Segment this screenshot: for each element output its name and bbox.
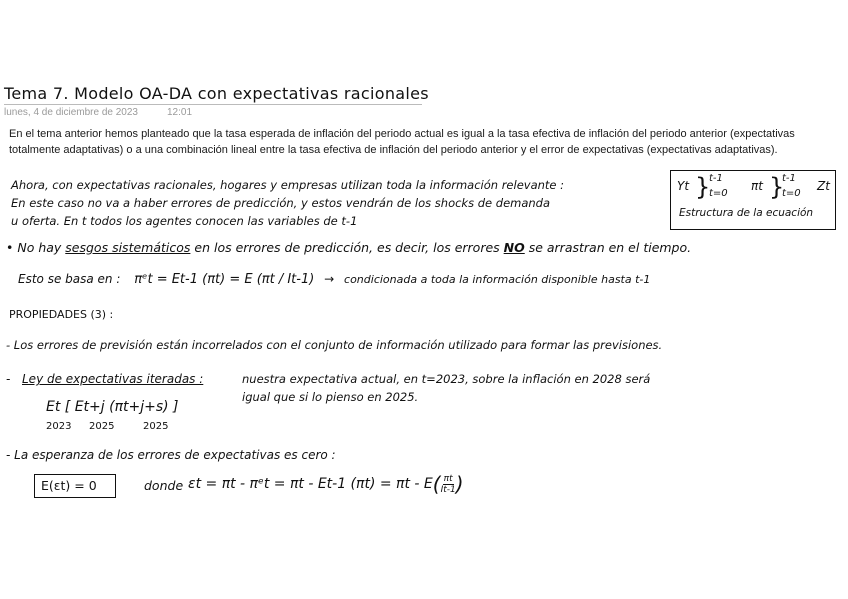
basa-text: condicionada a toda la información disponible hasta t-1	[344, 273, 651, 286]
final-donde: donde	[144, 478, 184, 493]
ahora-line-1: Ahora, con expectativas racionales, hogares y empresas utilizan toda la información relevante :	[11, 178, 565, 192]
structure-lower-2: t=0	[782, 188, 801, 199]
boxed-expectation-text: E(εt) = 0	[41, 478, 97, 493]
intro-line-2: totalmente adaptativas) o a una combinación lineal entre la tasa efectiva de inflación del periodo anterior y el error de expectativas (expectativas adaptativas).	[9, 144, 778, 156]
intro-line-1: En el tema anterior hemos planteado que la tasa esperada de inflación del periodo actual es igual a la tasa efectiva de inflación del periodo anterior (expectativas	[9, 128, 795, 140]
structure-upper-1: t-1	[709, 173, 723, 184]
property-2-text-1: nuestra expectativa actual, en t=2023, sobre la inflación en 2028 será	[242, 372, 651, 386]
bullet-sesgos-pre: • No hay	[6, 240, 66, 255]
property-2-year-3: 2025	[143, 421, 169, 432]
bullet-sesgos-no: NO	[503, 240, 525, 255]
note-time: 12:01	[167, 107, 193, 118]
boxed-expectation	[34, 474, 116, 498]
property-2-dash: -	[6, 372, 11, 386]
basa-formula: πᵉt = Et-1 (πt) = E (πt / It-1)	[134, 272, 315, 287]
ahora-line-2: En este caso no va a haber errores de predicción, y estos vendrán de los shocks de demanda	[11, 196, 551, 210]
final-fraction-den: It-1	[440, 484, 456, 495]
bullet-sesgos-underlined: sesgos sistemáticos	[65, 240, 191, 255]
final-formula-text: εt = πt - πᵉt = πt - Et-1 (πt) = πt - E	[188, 476, 433, 492]
structure-brace-2: }	[769, 173, 785, 201]
title-underline	[4, 104, 422, 105]
property-2-formula: Et [ Et+j (πt+j+s) ]	[46, 399, 179, 415]
basa-line	[18, 272, 650, 287]
bullet-sesgos-mid: en los errores de predicción, es decir, los errores	[190, 240, 504, 255]
structure-upper-2: t-1	[782, 173, 796, 184]
structure-box	[670, 170, 836, 230]
property-2-text-2: igual que si lo pienso en 2025.	[242, 390, 419, 404]
final-formula	[188, 472, 464, 496]
propiedades-heading: PROPIEDADES (3) :	[9, 308, 114, 321]
basa-arrow: →	[324, 272, 335, 286]
property-2-year-2: 2025	[89, 421, 115, 432]
property-1: - Los errores de previsión están incorrelados con el conjunto de información utilizado para formar las previsiones.	[6, 338, 663, 352]
final-fraction-num: πt	[443, 473, 453, 484]
ahora-line-3: u oferta. En t todos los agentes conocen las variables de t-1	[11, 214, 358, 228]
structure-pi: πt	[751, 179, 763, 193]
structure-brace-1: }	[695, 173, 711, 201]
final-close-paren: )	[455, 472, 464, 496]
note-date: lunes, 4 de diciembre de 2023	[4, 107, 138, 118]
page-title: Tema 7. Modelo OA-DA con expectativas racionales	[4, 84, 429, 103]
structure-y: Yt	[677, 179, 690, 193]
structure-lower-1: t=0	[709, 188, 728, 199]
basa-label: Esto se basa en :	[18, 272, 121, 286]
structure-caption: Estructura de la ecuación	[679, 207, 814, 219]
final-fraction	[441, 474, 456, 495]
final-open-paren: (	[432, 472, 441, 496]
bullet-sesgos	[6, 240, 691, 255]
property-2-year-1: 2023	[46, 421, 72, 432]
property-2-label: Ley de expectativas iteradas :	[22, 372, 204, 386]
structure-z: Zt	[817, 179, 830, 193]
bullet-sesgos-post: se arrastran en el tiempo.	[524, 240, 692, 255]
property-3: - La esperanza de los errores de expectativas es cero :	[6, 448, 336, 462]
